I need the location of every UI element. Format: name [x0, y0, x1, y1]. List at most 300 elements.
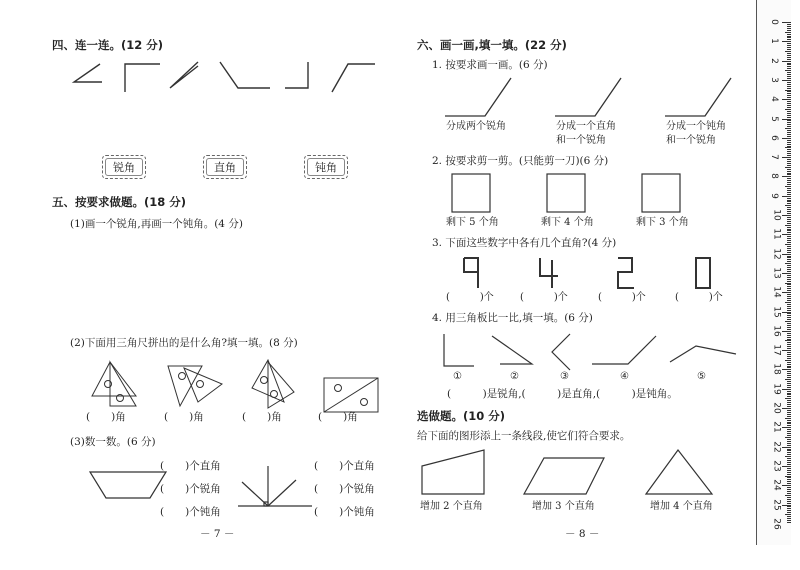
- ruler-tick: [787, 59, 791, 60]
- ruler-tick: [787, 308, 791, 309]
- ruler-tick: [787, 78, 791, 79]
- ruler-number: 17: [771, 344, 782, 356]
- ruler-tick: [785, 147, 791, 148]
- ruler-tick: [787, 497, 791, 498]
- ruler-tick: [785, 360, 791, 361]
- ruler-tick: [785, 340, 791, 341]
- triangle-ruler-figures: [88, 358, 378, 418]
- ruler-tick: [787, 422, 791, 423]
- ruler-number: 15: [771, 305, 782, 318]
- ruler-tick: [787, 508, 791, 509]
- ruler-number: 14: [771, 286, 782, 298]
- ruler-tick: [785, 379, 791, 380]
- ruler-tick: [787, 375, 791, 376]
- ruler-tick: [787, 491, 791, 492]
- ruler-tick: [787, 66, 791, 67]
- ruler-tick: [782, 312, 791, 313]
- section-4-title: 四、连一连。(12 分): [52, 38, 164, 52]
- ruler-tick: [787, 288, 791, 289]
- ruler-number: 13: [771, 267, 782, 279]
- q6-4-num-4: ④: [620, 371, 629, 382]
- section-5-title: 五、按要求做题。(18 分): [52, 195, 187, 209]
- ruler-tick: [782, 350, 791, 351]
- optional-section-desc: 给下面的图形添上一条线段,使它们符合要求。: [417, 430, 631, 442]
- ruler-tick: [787, 317, 791, 318]
- ruler-tick: [782, 447, 791, 448]
- ruler-tick: [787, 45, 791, 46]
- ruler-tick: [787, 396, 791, 397]
- ruler-tick: [787, 313, 791, 314]
- ruler-tick: [787, 132, 791, 133]
- ruler-tick: [787, 423, 791, 424]
- ruler-tick: [782, 505, 791, 506]
- ruler-number: 1: [768, 38, 779, 45]
- ruler-tick: [787, 385, 791, 386]
- ruler-tick: [787, 294, 791, 295]
- ruler-tick: [787, 184, 791, 185]
- ruler-tick: [787, 267, 791, 268]
- ruler-tick: [787, 348, 791, 349]
- ruler-tick: [787, 93, 791, 94]
- ruler-tick: [787, 410, 791, 411]
- ruler-tick: [787, 352, 791, 353]
- q5-3-left-1[interactable]: ( )个直角: [160, 460, 221, 472]
- ruler-tick: [787, 169, 791, 170]
- ruler-tick: [785, 70, 791, 71]
- ruler-tick: [787, 257, 791, 258]
- ruler-tick: [787, 445, 791, 446]
- ruler-tick: [787, 306, 791, 307]
- ruler-tick: [787, 443, 791, 444]
- ruler-number: 26: [771, 518, 782, 530]
- ruler-tick: [785, 321, 791, 322]
- ruler-tick: [787, 76, 791, 77]
- ruler-tick: [787, 371, 791, 372]
- ruler-tick: [787, 296, 791, 297]
- ruler-tick: [787, 188, 791, 189]
- ruler-number: 16: [771, 325, 782, 337]
- ruler-tick: [787, 91, 791, 92]
- ruler-tick: [787, 213, 791, 214]
- ruler-tick: [787, 479, 791, 480]
- ruler-tick: [782, 41, 791, 42]
- q5-3-left-3[interactable]: ( )个钝角: [160, 506, 221, 518]
- q5-2-blank-4[interactable]: ( )角: [318, 411, 358, 423]
- ruler-tick: [787, 373, 791, 374]
- ruler-number: 20: [771, 402, 782, 414]
- ruler-tick: [787, 512, 791, 513]
- ruler-tick: [787, 24, 791, 25]
- q5-2-text: (2)下面用三角尺拼出的是什么角?填一填。(8 分): [70, 337, 298, 349]
- ruler-tick: [785, 476, 791, 477]
- q5-3-right-3[interactable]: ( )个钝角: [314, 506, 375, 518]
- ruler-tick: [782, 176, 791, 177]
- ruler-tick: [787, 122, 791, 123]
- ruler-tick: [785, 244, 791, 245]
- ruler-tick: [787, 454, 791, 455]
- ruler-tick: [787, 115, 791, 116]
- ruler-tick: [787, 252, 791, 253]
- ruler-tick: [787, 452, 791, 453]
- q6-4-num-1: ①: [453, 371, 462, 382]
- ruler-tick: [787, 464, 791, 465]
- ruler-tick: [787, 229, 791, 230]
- ruler-number: 11: [771, 228, 782, 241]
- ruler-number: 24: [771, 479, 782, 491]
- ruler-tick: [787, 337, 791, 338]
- ruler-tick: [787, 201, 791, 202]
- ruler-tick: [787, 516, 791, 517]
- ruler-tick: [787, 435, 791, 436]
- ruler-tick: [785, 263, 791, 264]
- ruler-tick: [785, 90, 791, 91]
- ruler-tick: [787, 439, 791, 440]
- ruler-tick: [787, 354, 791, 355]
- ruler-tick: [787, 381, 791, 382]
- ruler-number: 23: [771, 460, 782, 472]
- ruler-tick: [787, 458, 791, 459]
- q5-3-left-2[interactable]: ( )个锐角: [160, 483, 221, 495]
- ruler-tick: [787, 28, 791, 29]
- ruler-number: 5: [768, 115, 779, 122]
- ruler-tick: [787, 246, 791, 247]
- ruler-tick: [787, 256, 791, 257]
- ruler-tick: [787, 182, 791, 183]
- ruler-tick: [787, 402, 791, 403]
- optional-label-1: 增加 2 个直角: [420, 501, 483, 512]
- ruler-tick: [787, 217, 791, 218]
- q6-1-label-2b: 和一个锐角: [556, 135, 606, 146]
- right-angle-box[interactable]: 直角: [203, 155, 247, 179]
- ruler-tick: [787, 522, 791, 523]
- ruler-tick: [785, 283, 791, 284]
- trapezoid-figure: [88, 470, 168, 500]
- ruler-tick: [787, 219, 791, 220]
- ruler-tick: [787, 117, 791, 118]
- ruler-tick: [787, 342, 791, 343]
- ruler-tick: [787, 412, 791, 413]
- ruler-tick: [787, 483, 791, 484]
- ruler-tick: [785, 109, 791, 110]
- ruler-tick: [787, 290, 791, 291]
- ruler-tick: [787, 203, 791, 204]
- ruler-tick: [787, 333, 791, 334]
- ruler-tick: [787, 394, 791, 395]
- ruler-tick: [787, 151, 791, 152]
- ruler-tick: [787, 431, 791, 432]
- ruler-tick: [787, 174, 791, 175]
- ruler-tick: [787, 470, 791, 471]
- obtuse-angle-box[interactable]: 钝角: [304, 155, 348, 179]
- ruler-tick: [787, 163, 791, 164]
- ruler-number: 19: [771, 382, 782, 395]
- ruler-tick: [787, 53, 791, 54]
- ruler-tick: [787, 136, 791, 137]
- ruler-tick: [787, 261, 791, 262]
- q6-1-text: 1. 按要求画一画。(6 分): [432, 59, 548, 71]
- ruler-tick: [787, 192, 791, 193]
- ruler-number: 18: [771, 363, 782, 376]
- q6-3-blank-3[interactable]: ( )个: [598, 292, 646, 303]
- ruler-tick: [787, 391, 791, 392]
- ruler-tick: [787, 39, 791, 40]
- ruler-number: 12: [771, 247, 782, 260]
- ruler-tick: [787, 124, 791, 125]
- ruler-tick: [787, 103, 791, 104]
- ruler-tick: [787, 43, 791, 44]
- ruler-tick: [787, 346, 791, 347]
- ruler-number: 8: [768, 173, 779, 180]
- ruler-number: 22: [771, 440, 782, 453]
- q6-2-label-3: 剩下 3 个角: [636, 217, 689, 228]
- ruler-tick: [787, 493, 791, 494]
- ruler-tick: [787, 271, 791, 272]
- ruler-tick: [787, 300, 791, 301]
- ruler-tick: [787, 36, 791, 37]
- ruler-tick: [787, 265, 791, 266]
- ruler-tick: [787, 173, 791, 174]
- ruler-tick: [787, 149, 791, 150]
- ruler-tick: [782, 61, 791, 62]
- ruler-tick: [787, 64, 791, 65]
- q5-3-right-2[interactable]: ( )个锐角: [314, 483, 375, 495]
- digit-figures: [460, 256, 720, 292]
- q6-2-label-2: 剩下 4 个角: [541, 217, 594, 228]
- ruler-tick: [785, 437, 791, 438]
- ruler-tick: [787, 481, 791, 482]
- ruler-tick: [787, 74, 791, 75]
- optional-section-title: 选做题。(10 分): [417, 409, 506, 423]
- ruler-tick: [787, 472, 791, 473]
- q6-3-blank-4[interactable]: ( )个: [675, 292, 723, 303]
- ruler-number: 0: [768, 19, 779, 25]
- ruler-tick: [787, 425, 791, 426]
- ruler-tick: [782, 99, 791, 100]
- optional-label-2: 增加 3 个直角: [532, 501, 595, 512]
- ruler-tick: [787, 242, 791, 243]
- ruler-tick: [787, 286, 791, 287]
- ruler-tick: [787, 236, 791, 237]
- ruler-tick: [782, 389, 791, 390]
- ruler-tick: [787, 520, 791, 521]
- ruler-tick: [787, 88, 791, 89]
- ruler-tick: [785, 186, 791, 187]
- ruler-tick: [782, 331, 791, 332]
- ruler-tick: [787, 82, 791, 83]
- ruler-tick: [782, 157, 791, 158]
- ruler-tick: [787, 120, 791, 121]
- q6-4-num-5: ⑤: [697, 371, 706, 382]
- ruler-tick: [787, 144, 791, 145]
- ruler-tick: [787, 468, 791, 469]
- ruler-tick: [787, 30, 791, 31]
- ruler-tick: [787, 450, 791, 451]
- ruler-tick: [785, 418, 791, 419]
- optional-label-3: 增加 4 个直角: [650, 501, 713, 512]
- ruler-tick: [787, 227, 791, 228]
- ruler-tick: [787, 377, 791, 378]
- ruler-tick: [785, 514, 791, 515]
- ruler-tick: [787, 49, 791, 50]
- ruler-tick: [787, 140, 791, 141]
- ruler-tick: [787, 335, 791, 336]
- ruler-tick: [787, 86, 791, 87]
- acute-angle-box[interactable]: 锐角: [102, 155, 146, 179]
- ruler-tick: [787, 95, 791, 96]
- ruler-tick: [787, 325, 791, 326]
- ruler-tick: [787, 284, 791, 285]
- q6-1-label-3a: 分成一个钝角: [666, 121, 726, 132]
- q6-4-fill-in[interactable]: ( )是锐角,( )是直角,( )是钝角。: [447, 388, 678, 400]
- ruler-tick: [787, 34, 791, 35]
- ruler-tick: [787, 68, 791, 69]
- q5-3-text: (3)数一数。(6 分): [70, 436, 156, 448]
- ruler-tick: [787, 327, 791, 328]
- ruler-tick: [787, 198, 791, 199]
- ruler-tick: [787, 364, 791, 365]
- ruler-tick: [787, 315, 791, 316]
- ruler-tick: [787, 358, 791, 359]
- q6-3-blank-1[interactable]: ( )个: [446, 292, 494, 303]
- ruler-tick: [787, 441, 791, 442]
- ruler-number: 2: [768, 57, 779, 64]
- compare-angle-figures: [440, 332, 740, 372]
- q5-2-blank-1[interactable]: ( )角: [86, 411, 126, 423]
- q6-3-text: 3. 下面这些数字中各有几个直角?(4 分): [432, 237, 617, 249]
- ruler-tick: [787, 211, 791, 212]
- draw-angle-figures: [445, 76, 745, 121]
- ruler-tick: [787, 97, 791, 98]
- q6-1-label-1: 分成两个锐角: [446, 121, 506, 132]
- ruler-tick: [782, 138, 791, 139]
- ruler-tick: [787, 159, 791, 160]
- ruler-tick: [787, 153, 791, 154]
- ruler-tick: [787, 200, 791, 201]
- ruler-tick: [787, 161, 791, 162]
- ruler-tick: [787, 387, 791, 388]
- ruler-tick: [785, 495, 791, 496]
- ruler-tick: [787, 275, 791, 276]
- ruler-tick: [787, 190, 791, 191]
- ruler-number: 25: [771, 498, 782, 511]
- ruler-tick: [782, 292, 791, 293]
- ruler-tick: [787, 146, 791, 147]
- ruler-tick: [785, 128, 791, 129]
- ruler-tick: [785, 51, 791, 52]
- ruler-tick: [787, 310, 791, 311]
- ruler-tick: [787, 155, 791, 156]
- ruler-tick: [787, 221, 791, 222]
- q6-3-blank-2[interactable]: ( )个: [520, 292, 568, 303]
- optional-shape-figures: [420, 448, 720, 498]
- ruler-number: 10: [771, 209, 782, 221]
- ruler-tick: [787, 279, 791, 280]
- ruler-tick: [787, 63, 791, 64]
- ruler-tick: [782, 408, 791, 409]
- q5-3-right-1[interactable]: ( )个直角: [314, 460, 375, 472]
- ruler-number: 9: [768, 192, 779, 199]
- ruler-tick: [787, 223, 791, 224]
- ruler: [756, 0, 791, 545]
- q5-2-blank-3[interactable]: ( )角: [242, 411, 282, 423]
- ruler-tick: [782, 80, 791, 81]
- ruler-tick: [787, 259, 791, 260]
- ruler-tick: [787, 366, 791, 367]
- ruler-number: 6: [768, 134, 779, 141]
- ruler-number: 21: [771, 421, 782, 434]
- ruler-tick: [787, 194, 791, 195]
- cut-square-figures: [452, 174, 712, 216]
- ruler-tick: [782, 215, 791, 216]
- ruler-tick: [782, 485, 791, 486]
- ruler-tick: [787, 57, 791, 58]
- ruler-tick: [787, 248, 791, 249]
- ruler-tick: [785, 225, 791, 226]
- ruler-tick: [782, 466, 791, 467]
- ruler-tick: [782, 254, 791, 255]
- ruler-tick: [787, 400, 791, 401]
- ruler-tick: [787, 165, 791, 166]
- q5-2-blank-2[interactable]: ( )角: [164, 411, 204, 423]
- ruler-tick: [787, 433, 791, 434]
- ruler-tick: [787, 406, 791, 407]
- ruler-tick: [787, 323, 791, 324]
- q6-4-num-2: ②: [510, 371, 519, 382]
- ruler-tick: [787, 329, 791, 330]
- ruler-tick: [787, 420, 791, 421]
- ruler-tick: [787, 101, 791, 102]
- q6-2-text: 2. 按要求剪一剪。(只能剪一刀)(6 分): [432, 155, 609, 167]
- section-6-title: 六、画一画,填一填。(22 分): [417, 38, 567, 52]
- q6-1-label-3b: 和一个锐角: [666, 135, 716, 146]
- ruler-tick: [787, 487, 791, 488]
- ruler-tick: [787, 356, 791, 357]
- ruler-tick: [785, 398, 791, 399]
- ruler-tick: [785, 32, 791, 33]
- ruler-tick: [787, 362, 791, 363]
- q6-4-num-3: ③: [560, 371, 569, 382]
- ruler-tick: [787, 180, 791, 181]
- ruler-tick: [787, 130, 791, 131]
- ruler-tick: [787, 142, 791, 143]
- ruler-tick: [782, 273, 791, 274]
- ruler-tick: [787, 414, 791, 415]
- ruler-tick: [787, 134, 791, 135]
- ruler-tick: [782, 234, 791, 235]
- ruler-tick: [787, 84, 791, 85]
- ruler-tick: [787, 171, 791, 172]
- ruler-tick: [785, 205, 791, 206]
- ruler-tick: [787, 474, 791, 475]
- ruler-tick: [787, 37, 791, 38]
- ruler-tick: [787, 232, 791, 233]
- q6-1-label-2a: 分成一个直角: [556, 121, 616, 132]
- ruler-tick: [787, 367, 791, 368]
- ruler-tick: [785, 167, 791, 168]
- ruler-tick: [785, 456, 791, 457]
- ruler-tick: [785, 302, 791, 303]
- ruler-tick: [787, 429, 791, 430]
- ruler-tick: [787, 460, 791, 461]
- ruler-tick: [787, 55, 791, 56]
- ruler-tick: [787, 499, 791, 500]
- ruler-tick: [782, 427, 791, 428]
- ruler-tick: [782, 196, 791, 197]
- ruler-tick: [787, 113, 791, 114]
- ruler-tick: [787, 107, 791, 108]
- ray-angles-figure: [236, 462, 316, 512]
- ruler-tick: [787, 111, 791, 112]
